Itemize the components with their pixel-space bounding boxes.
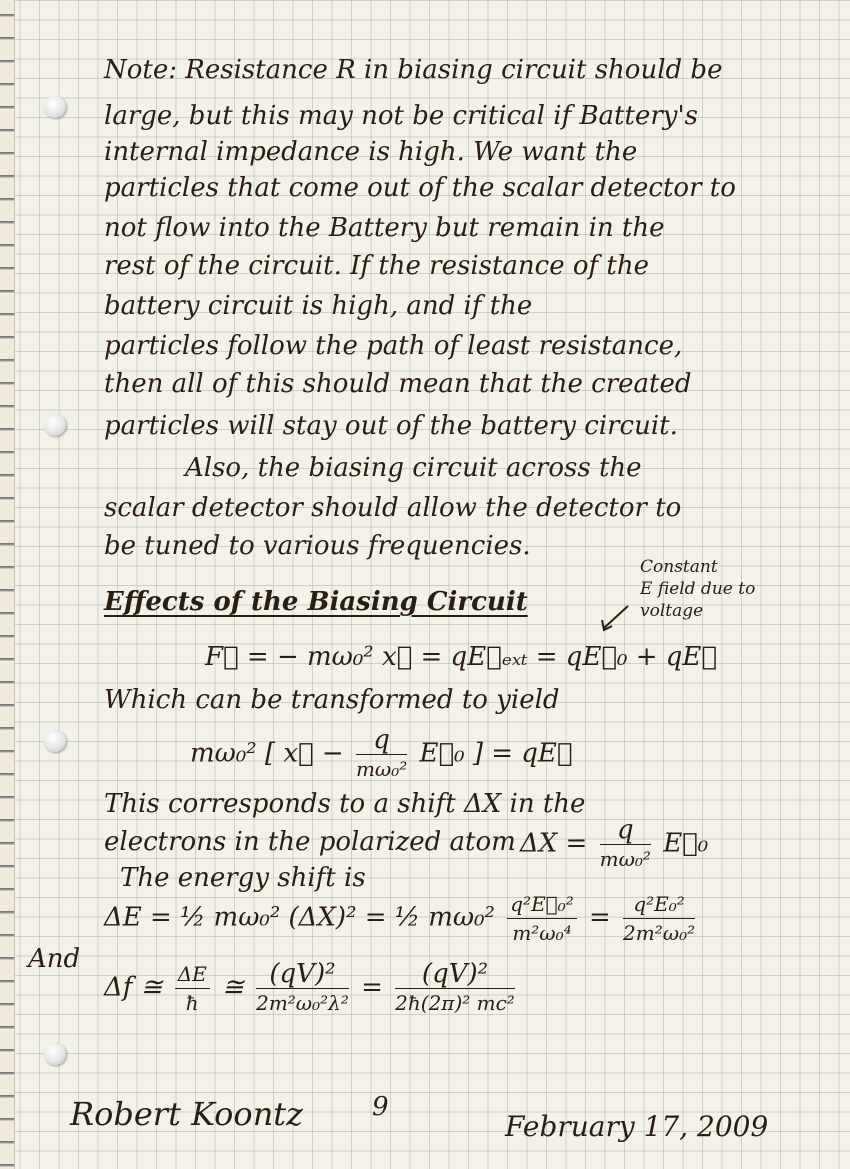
punch-hole (44, 96, 66, 118)
energy-text: The energy shift is (120, 863, 366, 893)
punch-hole (44, 1043, 66, 1065)
transformed-fraction (356, 726, 407, 783)
fraction-numerator: (qV)² (395, 960, 515, 989)
shift-equation (520, 816, 708, 873)
note-line: scalar detector should allow the detector to (104, 493, 682, 523)
frequency-equation (104, 960, 519, 1017)
shift-text: This corresponds to a shift ΔX in the (104, 789, 586, 819)
equals-sign: = (361, 972, 383, 1003)
fraction-denominator: 2m²ω₀²λ² (256, 991, 349, 1015)
note-line: particles follow the path of least resistance, (104, 331, 683, 361)
fraction-denominator: ħ (185, 991, 199, 1015)
note-line: battery circuit is high, and if the (104, 291, 533, 321)
note-line: large, but this may not be critical if Battery's (104, 101, 698, 131)
page-number: 9 (372, 1092, 389, 1122)
note-line: particles that come out of the scalar detector to (104, 173, 736, 203)
freq-lhs: Δf ≅ (104, 972, 163, 1003)
note-line: internal impedance is high. We want the (104, 137, 638, 167)
note-line: Also, the biasing circuit across the (185, 453, 642, 483)
freq-fraction (395, 960, 515, 1017)
author-signature: Robert Koontz (70, 1095, 304, 1133)
side-annotation: Constant E field due to voltage (640, 557, 756, 621)
spiral-binding (0, 0, 15, 1169)
note-line: particles will stay out of the battery circuit. (104, 411, 678, 441)
fraction-numerator: q²E⃗₀² (507, 890, 576, 919)
energy-lhs: ΔE = ½ mω₀² (ΔX)² = ½ mω₀² (104, 902, 495, 933)
note-line: rest of the circuit. If the resistance of the (104, 251, 650, 281)
fraction-numerator: q (600, 816, 651, 845)
fraction-numerator: ΔE (175, 960, 210, 989)
transform-text: Which can be transformed to yield (104, 685, 560, 715)
transformed-left: mω₀² [ x⃗ − (190, 738, 344, 769)
note-line: then all of this should mean that the created (104, 369, 692, 399)
note-line: be tuned to various frequencies. (104, 531, 531, 561)
punch-hole (44, 730, 66, 752)
energy-fraction (623, 890, 695, 947)
annotation-arrow-icon (592, 604, 632, 634)
transformed-equation (190, 726, 573, 783)
energy-equation (104, 890, 699, 947)
shift-lhs: ΔX = (520, 828, 588, 859)
fraction-denominator: m²ω₀⁴ (512, 921, 572, 945)
note-line: Note: Resistance R in biasing circuit should be (104, 55, 723, 85)
shift-rhs: E⃗₀ (663, 828, 709, 859)
fraction-denominator: 2m²ω₀² (623, 921, 696, 945)
fraction-numerator: (qV)² (256, 960, 349, 989)
freq-fraction (256, 960, 349, 1017)
fraction-denominator: mω₀² (355, 757, 408, 781)
equals-sign: = (588, 902, 611, 933)
fraction-denominator: 2ħ(2π)² mc² (395, 991, 515, 1015)
shift-fraction (600, 816, 651, 873)
transformed-right: E⃗₀ ] = qE⃗ (419, 738, 573, 769)
fraction-numerator: q (356, 726, 407, 755)
force-equation: F⃗ = − mω₀² x⃗ = qE⃗ₑₓₜ = qE⃗₀ + qE⃗ (205, 642, 717, 672)
section-heading: Effects of the Biasing Circuit (104, 587, 528, 617)
note-line: not flow into the Battery but remain in the (104, 213, 665, 243)
page-date: February 17, 2009 (505, 1110, 769, 1143)
approx-sign: ≅ (222, 972, 244, 1003)
shift-text: electrons in the polarized atom (104, 827, 516, 857)
fraction-numerator: q²E₀² (623, 890, 695, 919)
energy-fraction (507, 890, 576, 947)
and-label: And (28, 944, 81, 974)
freq-fraction (175, 960, 210, 1017)
fraction-denominator: mω₀² (599, 847, 651, 871)
punch-hole (44, 414, 66, 436)
